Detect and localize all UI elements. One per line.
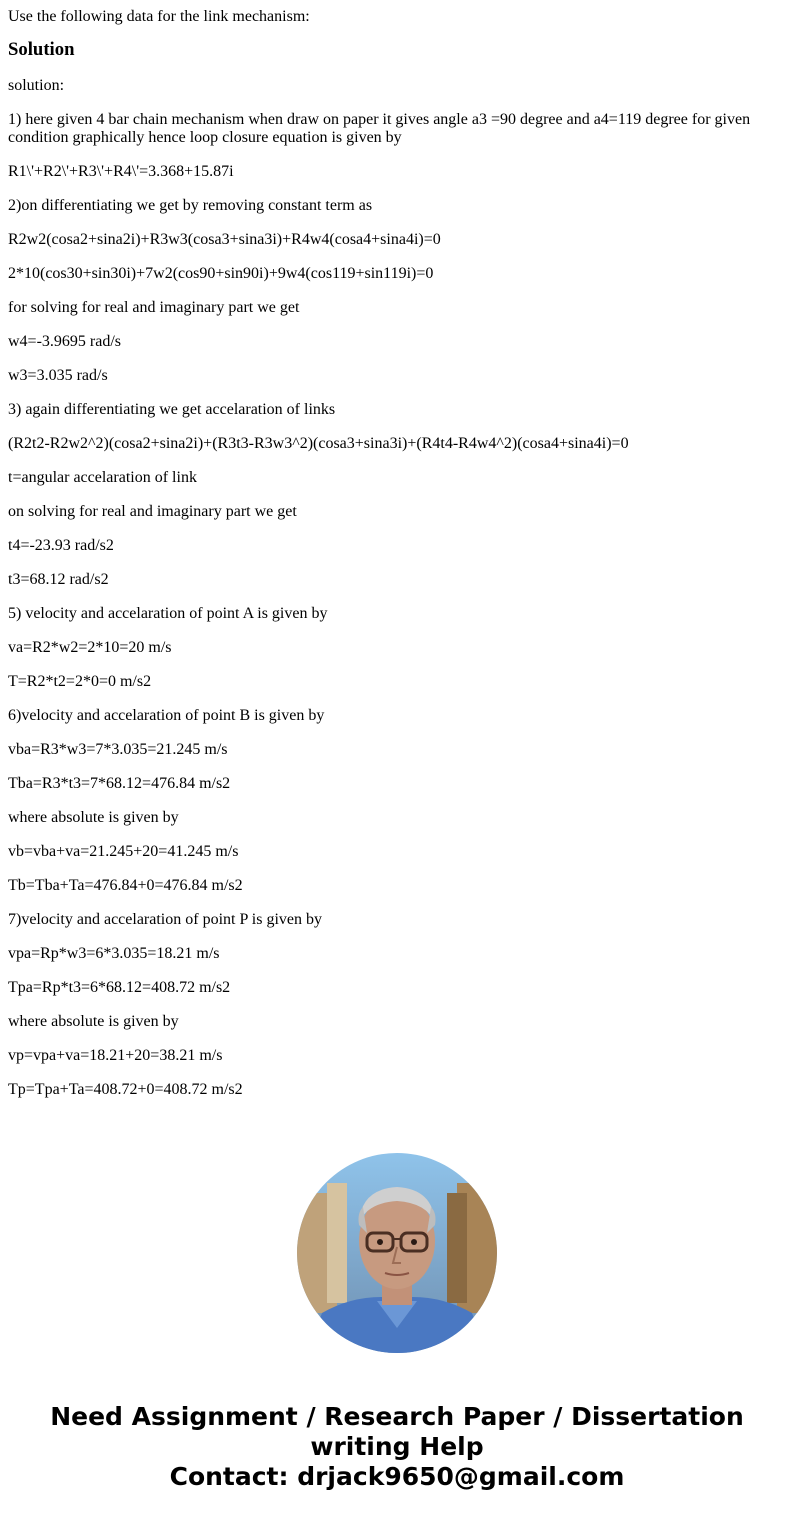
footer-banner	[0, 1402, 794, 1492]
solution-line: t4=-23.93 rad/s2	[8, 537, 114, 554]
solution-line: 2)on differentiating we get by removing constant term as	[8, 197, 373, 214]
solution-line: t=angular accelaration of link	[8, 469, 197, 486]
solution-line: 6)velocity and accelaration of point B is given by	[8, 707, 325, 724]
solution-line: T=R2*t2=2*0=0 m/s2	[8, 673, 152, 690]
solution-line: on solving for real and imaginary part we get	[8, 503, 297, 520]
solution-line: where absolute is given by	[8, 809, 179, 826]
solution-line: Tpa=Rp*t3=6*68.12=408.72 m/s2	[8, 979, 231, 996]
intro-text: Use the following data for the link mechanism:	[8, 8, 310, 25]
solution-line: solution:	[8, 77, 65, 94]
solution-line: w4=-3.9695 rad/s	[8, 333, 122, 350]
solution-line: 1) here given 4 bar chain mechanism when draw on paper it gives angle a3 =90 degree and a4=119 degree for given condition graphically hence loop closure equation is given by	[8, 111, 755, 146]
solution-line: vp=vpa+va=18.21+20=38.21 m/s	[8, 1047, 223, 1064]
solution-line: va=R2*w2=2*10=20 m/s	[8, 639, 172, 656]
solution-line: w3=3.035 rad/s	[8, 367, 108, 384]
solution-line: R2w2(cosa2+sina2i)+R3w3(cosa3+sina3i)+R4w4(cosa4+sina4i)=0	[8, 231, 441, 248]
solution-line: where absolute is given by	[8, 1013, 179, 1030]
solution-line: (R2t2-R2w2^2)(cosa2+sina2i)+(R3t3-R3w3^2)(cosa3+sina3i)+(R4t4-R4w4^2)(cosa4+sina4i)=0	[8, 435, 629, 452]
avatar-portrait-icon	[297, 1153, 497, 1353]
footer-line-2: writing Help	[310, 1432, 484, 1461]
author-avatar	[297, 1153, 497, 1353]
solution-lines	[8, 77, 786, 1099]
solution-line: vb=vba+va=21.245+20=41.245 m/s	[8, 843, 239, 860]
solution-line: Tb=Tba+Ta=476.84+0=476.84 m/s2	[8, 877, 243, 894]
solution-line: for solving for real and imaginary part we get	[8, 299, 300, 316]
solution-line: vpa=Rp*w3=6*3.035=18.21 m/s	[8, 945, 220, 962]
solution-line: Tp=Tpa+Ta=408.72+0=408.72 m/s2	[8, 1081, 243, 1098]
solution-line: t3=68.12 rad/s2	[8, 571, 109, 588]
solution-line: R1\'+R2\'+R3\'+R4\'=3.368+15.87i	[8, 163, 234, 180]
footer-contact: Contact: drjack9650@gmail.com	[169, 1462, 625, 1491]
solution-line: 5) velocity and accelaration of point A is given by	[8, 605, 328, 622]
footer-line-1: Need Assignment / Research Paper / Dissertation	[50, 1402, 744, 1431]
document-body	[8, 0, 786, 1115]
solution-line: Tba=R3*t3=7*68.12=476.84 m/s2	[8, 775, 231, 792]
solution-line: 3) again differentiating we get accelaration of links	[8, 401, 336, 418]
solution-line: 2*10(cos30+sin30i)+7w2(cos90+sin90i)+9w4(cos119+sin119i)=0	[8, 265, 434, 282]
solution-heading: Solution	[8, 39, 75, 60]
solution-line: 7)velocity and accelaration of point P is given by	[8, 911, 322, 928]
solution-line: vba=R3*w3=7*3.035=21.245 m/s	[8, 741, 228, 758]
